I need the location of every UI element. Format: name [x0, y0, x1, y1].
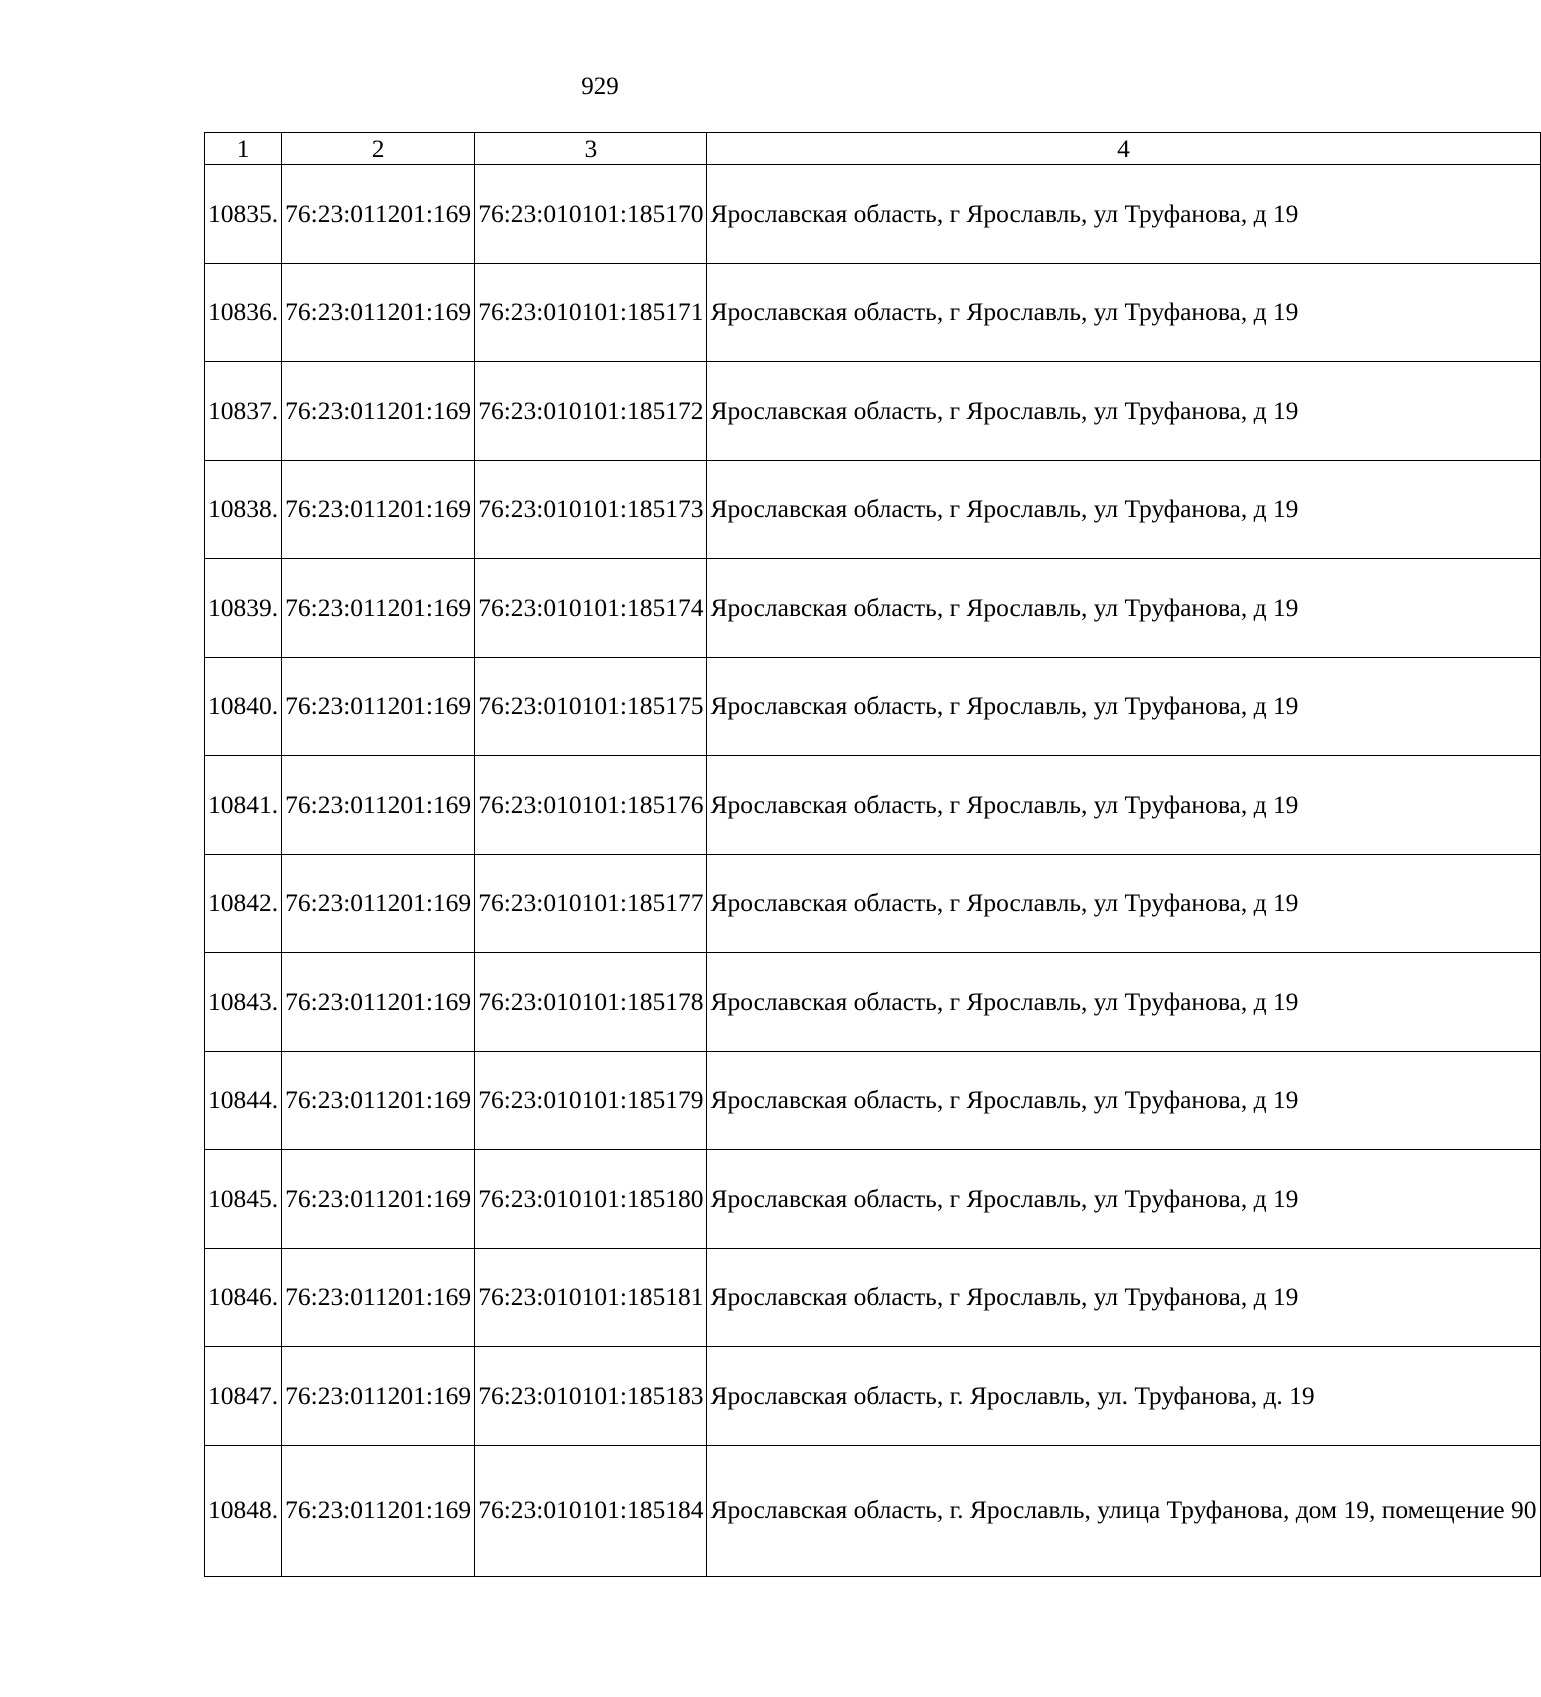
cadastral-number: 76:23:010101:185180	[475, 1150, 707, 1249]
address: Ярославская область, г Ярославль, ул Труфанова, д 19	[707, 1051, 1540, 1150]
address: Ярославская область, г Ярославль, ул Труфанова, д 19	[707, 657, 1540, 756]
row-number: 10842.	[205, 854, 282, 953]
parent-cadastral-number: 76:23:011201:169	[282, 756, 475, 855]
address: Ярославская область, г Ярославль, ул Труфанова, д 19	[707, 1150, 1540, 1249]
address: Ярославская область, г. Ярославль, ул. Труфанова, д. 19	[707, 1347, 1540, 1446]
table-row	[205, 263, 1541, 362]
address: Ярославская область, г Ярославль, ул Труфанова, д 19	[707, 362, 1540, 461]
table-row	[205, 1051, 1541, 1150]
table-row	[205, 657, 1541, 756]
cadastral-number: 76:23:010101:185171	[475, 263, 707, 362]
cadastral-number: 76:23:010101:185174	[475, 559, 707, 658]
cadastral-registry-table	[204, 132, 1541, 1577]
table-row	[205, 1445, 1541, 1576]
cadastral-number: 76:23:010101:185184	[475, 1445, 707, 1576]
parent-cadastral-number: 76:23:011201:169	[282, 263, 475, 362]
cadastral-number: 76:23:010101:185183	[475, 1347, 707, 1446]
parent-cadastral-number: 76:23:011201:169	[282, 854, 475, 953]
table-row	[205, 756, 1541, 855]
parent-cadastral-number: 76:23:011201:169	[282, 362, 475, 461]
address: Ярославская область, г Ярославль, ул Труфанова, д 19	[707, 953, 1540, 1052]
table-row	[205, 854, 1541, 953]
cadastral-number: 76:23:010101:185170	[475, 165, 707, 264]
parent-cadastral-number: 76:23:011201:169	[282, 1347, 475, 1446]
row-number: 10845.	[205, 1150, 282, 1249]
row-number: 10847.	[205, 1347, 282, 1446]
row-number: 10839.	[205, 559, 282, 658]
page-number: 929	[581, 73, 619, 100]
parent-cadastral-number: 76:23:011201:169	[282, 1445, 475, 1576]
cadastral-number: 76:23:010101:185177	[475, 854, 707, 953]
row-number: 10838.	[205, 460, 282, 559]
column-header-4: 4	[707, 133, 1540, 165]
cadastral-number: 76:23:010101:185175	[475, 657, 707, 756]
row-number: 10840.	[205, 657, 282, 756]
cadastral-number: 76:23:010101:185173	[475, 460, 707, 559]
address: Ярославская область, г Ярославль, ул Труфанова, д 19	[707, 559, 1540, 658]
parent-cadastral-number: 76:23:011201:169	[282, 460, 475, 559]
cadastral-number: 76:23:010101:185176	[475, 756, 707, 855]
cadastral-number: 76:23:010101:185172	[475, 362, 707, 461]
table-row	[205, 165, 1541, 264]
parent-cadastral-number: 76:23:011201:169	[282, 953, 475, 1052]
parent-cadastral-number: 76:23:011201:169	[282, 1051, 475, 1150]
table-header-row	[205, 133, 1541, 165]
row-number: 10835.	[205, 165, 282, 264]
address: Ярославская область, г Ярославль, ул Труфанова, д 19	[707, 756, 1540, 855]
row-number: 10837.	[205, 362, 282, 461]
table-row	[205, 1248, 1541, 1347]
cadastral-number: 76:23:010101:185179	[475, 1051, 707, 1150]
row-number: 10844.	[205, 1051, 282, 1150]
address: Ярославская область, г Ярославль, ул Труфанова, д 19	[707, 854, 1540, 953]
table-row	[205, 460, 1541, 559]
column-header-1: 1	[205, 133, 282, 165]
parent-cadastral-number: 76:23:011201:169	[282, 1150, 475, 1249]
table-row	[205, 1347, 1541, 1446]
row-number: 10836.	[205, 263, 282, 362]
table-row	[205, 953, 1541, 1052]
parent-cadastral-number: 76:23:011201:169	[282, 165, 475, 264]
address: Ярославская область, г Ярославль, ул Труфанова, д 19	[707, 263, 1540, 362]
row-number: 10843.	[205, 953, 282, 1052]
address: Ярославская область, г Ярославль, ул Труфанова, д 19	[707, 1248, 1540, 1347]
parent-cadastral-number: 76:23:011201:169	[282, 559, 475, 658]
row-number: 10841.	[205, 756, 282, 855]
address: Ярославская область, г. Ярославль, улица Труфанова, дом 19, помещение 90	[707, 1445, 1540, 1576]
table-row	[205, 362, 1541, 461]
table-row	[205, 1150, 1541, 1249]
row-number: 10846.	[205, 1248, 282, 1347]
address: Ярославская область, г Ярославль, ул Труфанова, д 19	[707, 165, 1540, 264]
column-header-3: 3	[475, 133, 707, 165]
row-number: 10848.	[205, 1445, 282, 1576]
address: Ярославская область, г Ярославль, ул Труфанова, д 19	[707, 460, 1540, 559]
cadastral-number: 76:23:010101:185178	[475, 953, 707, 1052]
parent-cadastral-number: 76:23:011201:169	[282, 1248, 475, 1347]
parent-cadastral-number: 76:23:011201:169	[282, 657, 475, 756]
table-row	[205, 559, 1541, 658]
column-header-2: 2	[282, 133, 475, 165]
cadastral-number: 76:23:010101:185181	[475, 1248, 707, 1347]
